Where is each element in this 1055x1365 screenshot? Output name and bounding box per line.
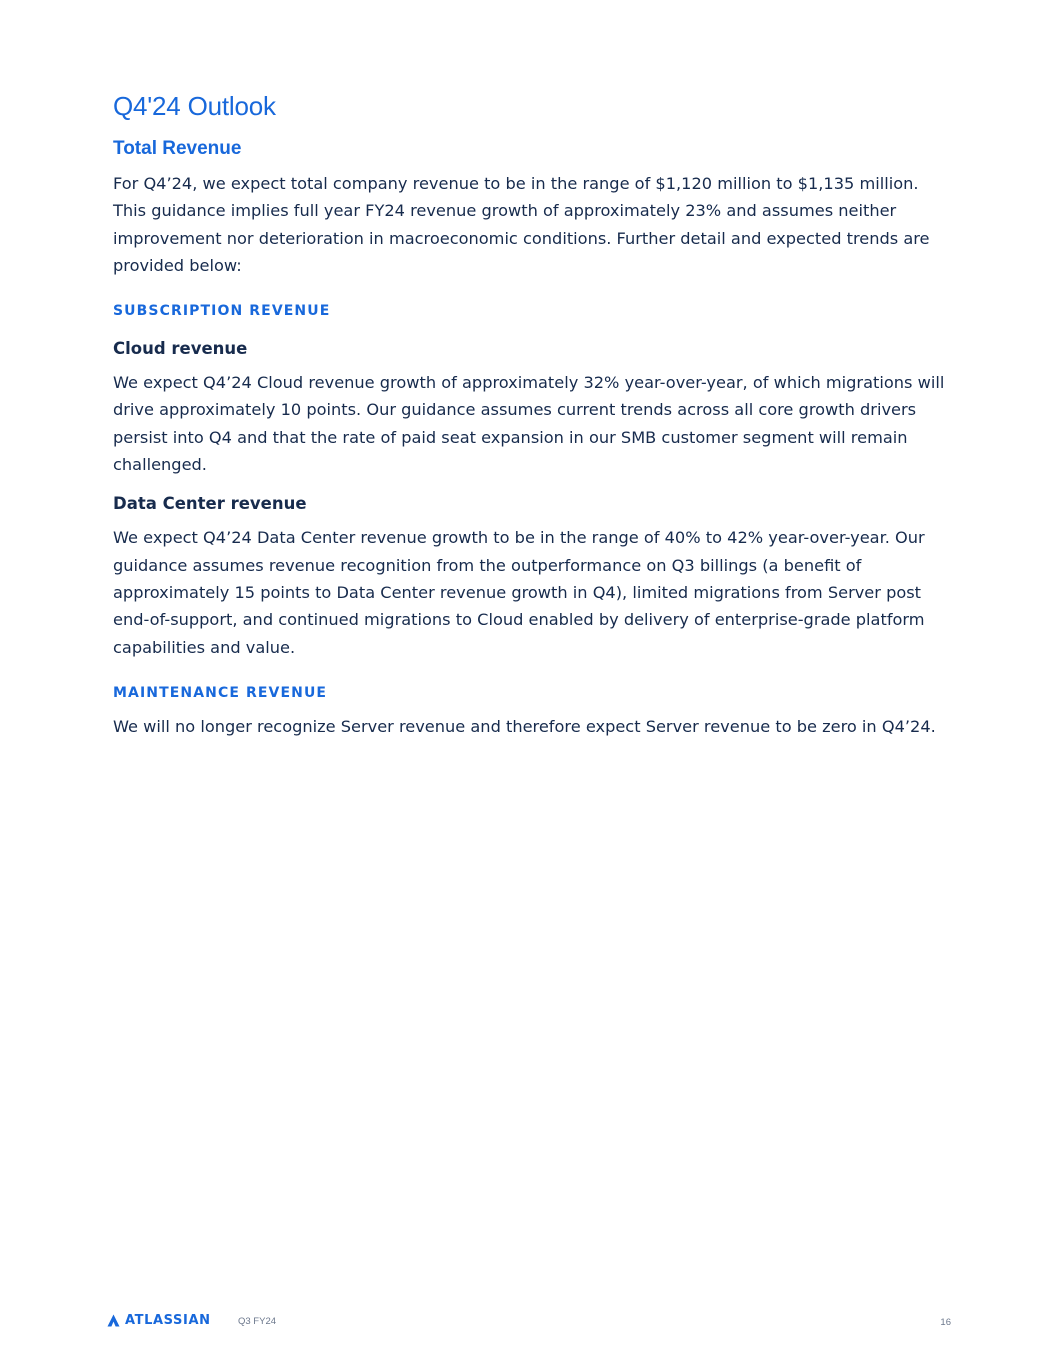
total-revenue-heading: Total Revenue (113, 138, 242, 159)
total-revenue-paragraph: For Q4’24, we expect total company revenue to be in the range of $1,120 million to $1,135 million. This guidance implies full year FY24 revenue growth of approximately 23% and assumes neither improvement nor deterioration in macroeconomic conditions. Further detail and expected trends are provided below: (113, 174, 930, 275)
data-center-revenue-paragraph: We expect Q4’24 Data Center revenue growth to be in the range of 40% to 42% year-over-year. Our guidance assumes revenue recognition from the outperformance on Q3 billings (a benefit of approximately 15 points to Data Center revenue growth in Q4), limited migrations from Server post end-of-support, and continued migrations to Cloud enabled by delivery of enterprise-grade platform capabilities and value. (113, 528, 925, 657)
atlassian-logo-icon (107, 1314, 120, 1327)
data-center-revenue-heading: Data Center revenue (113, 494, 307, 514)
maintenance-revenue-heading: MAINTENANCE REVENUE (113, 684, 328, 701)
page-title: Q4'24 Outlook (113, 91, 276, 121)
report-period: Q3 FY24 (238, 1316, 277, 1327)
atlassian-logo-text: ATLASSIAN (125, 1313, 211, 1328)
cloud-revenue-paragraph: We expect Q4’24 Cloud revenue growth of approximately 32% year-over-year, of which migrations will drive approximately 10 points. Our guidance assumes current trends across all core growth drivers persist into Q4 and that the rate of paid seat expansion in our SMB customer segment will remain challenged. (113, 373, 945, 475)
page-content (113, 88, 953, 740)
subscription-revenue-heading: SUBSCRIPTION REVENUE (113, 303, 331, 320)
page-footer (107, 1313, 951, 1331)
cloud-revenue-heading: Cloud revenue (113, 339, 248, 359)
maintenance-revenue-paragraph: We will no longer recognize Server revenue and therefore expect Server revenue to be zero in Q4’24. (113, 716, 936, 736)
page-number: 16 (940, 1317, 951, 1328)
atlassian-logo (107, 1313, 211, 1328)
